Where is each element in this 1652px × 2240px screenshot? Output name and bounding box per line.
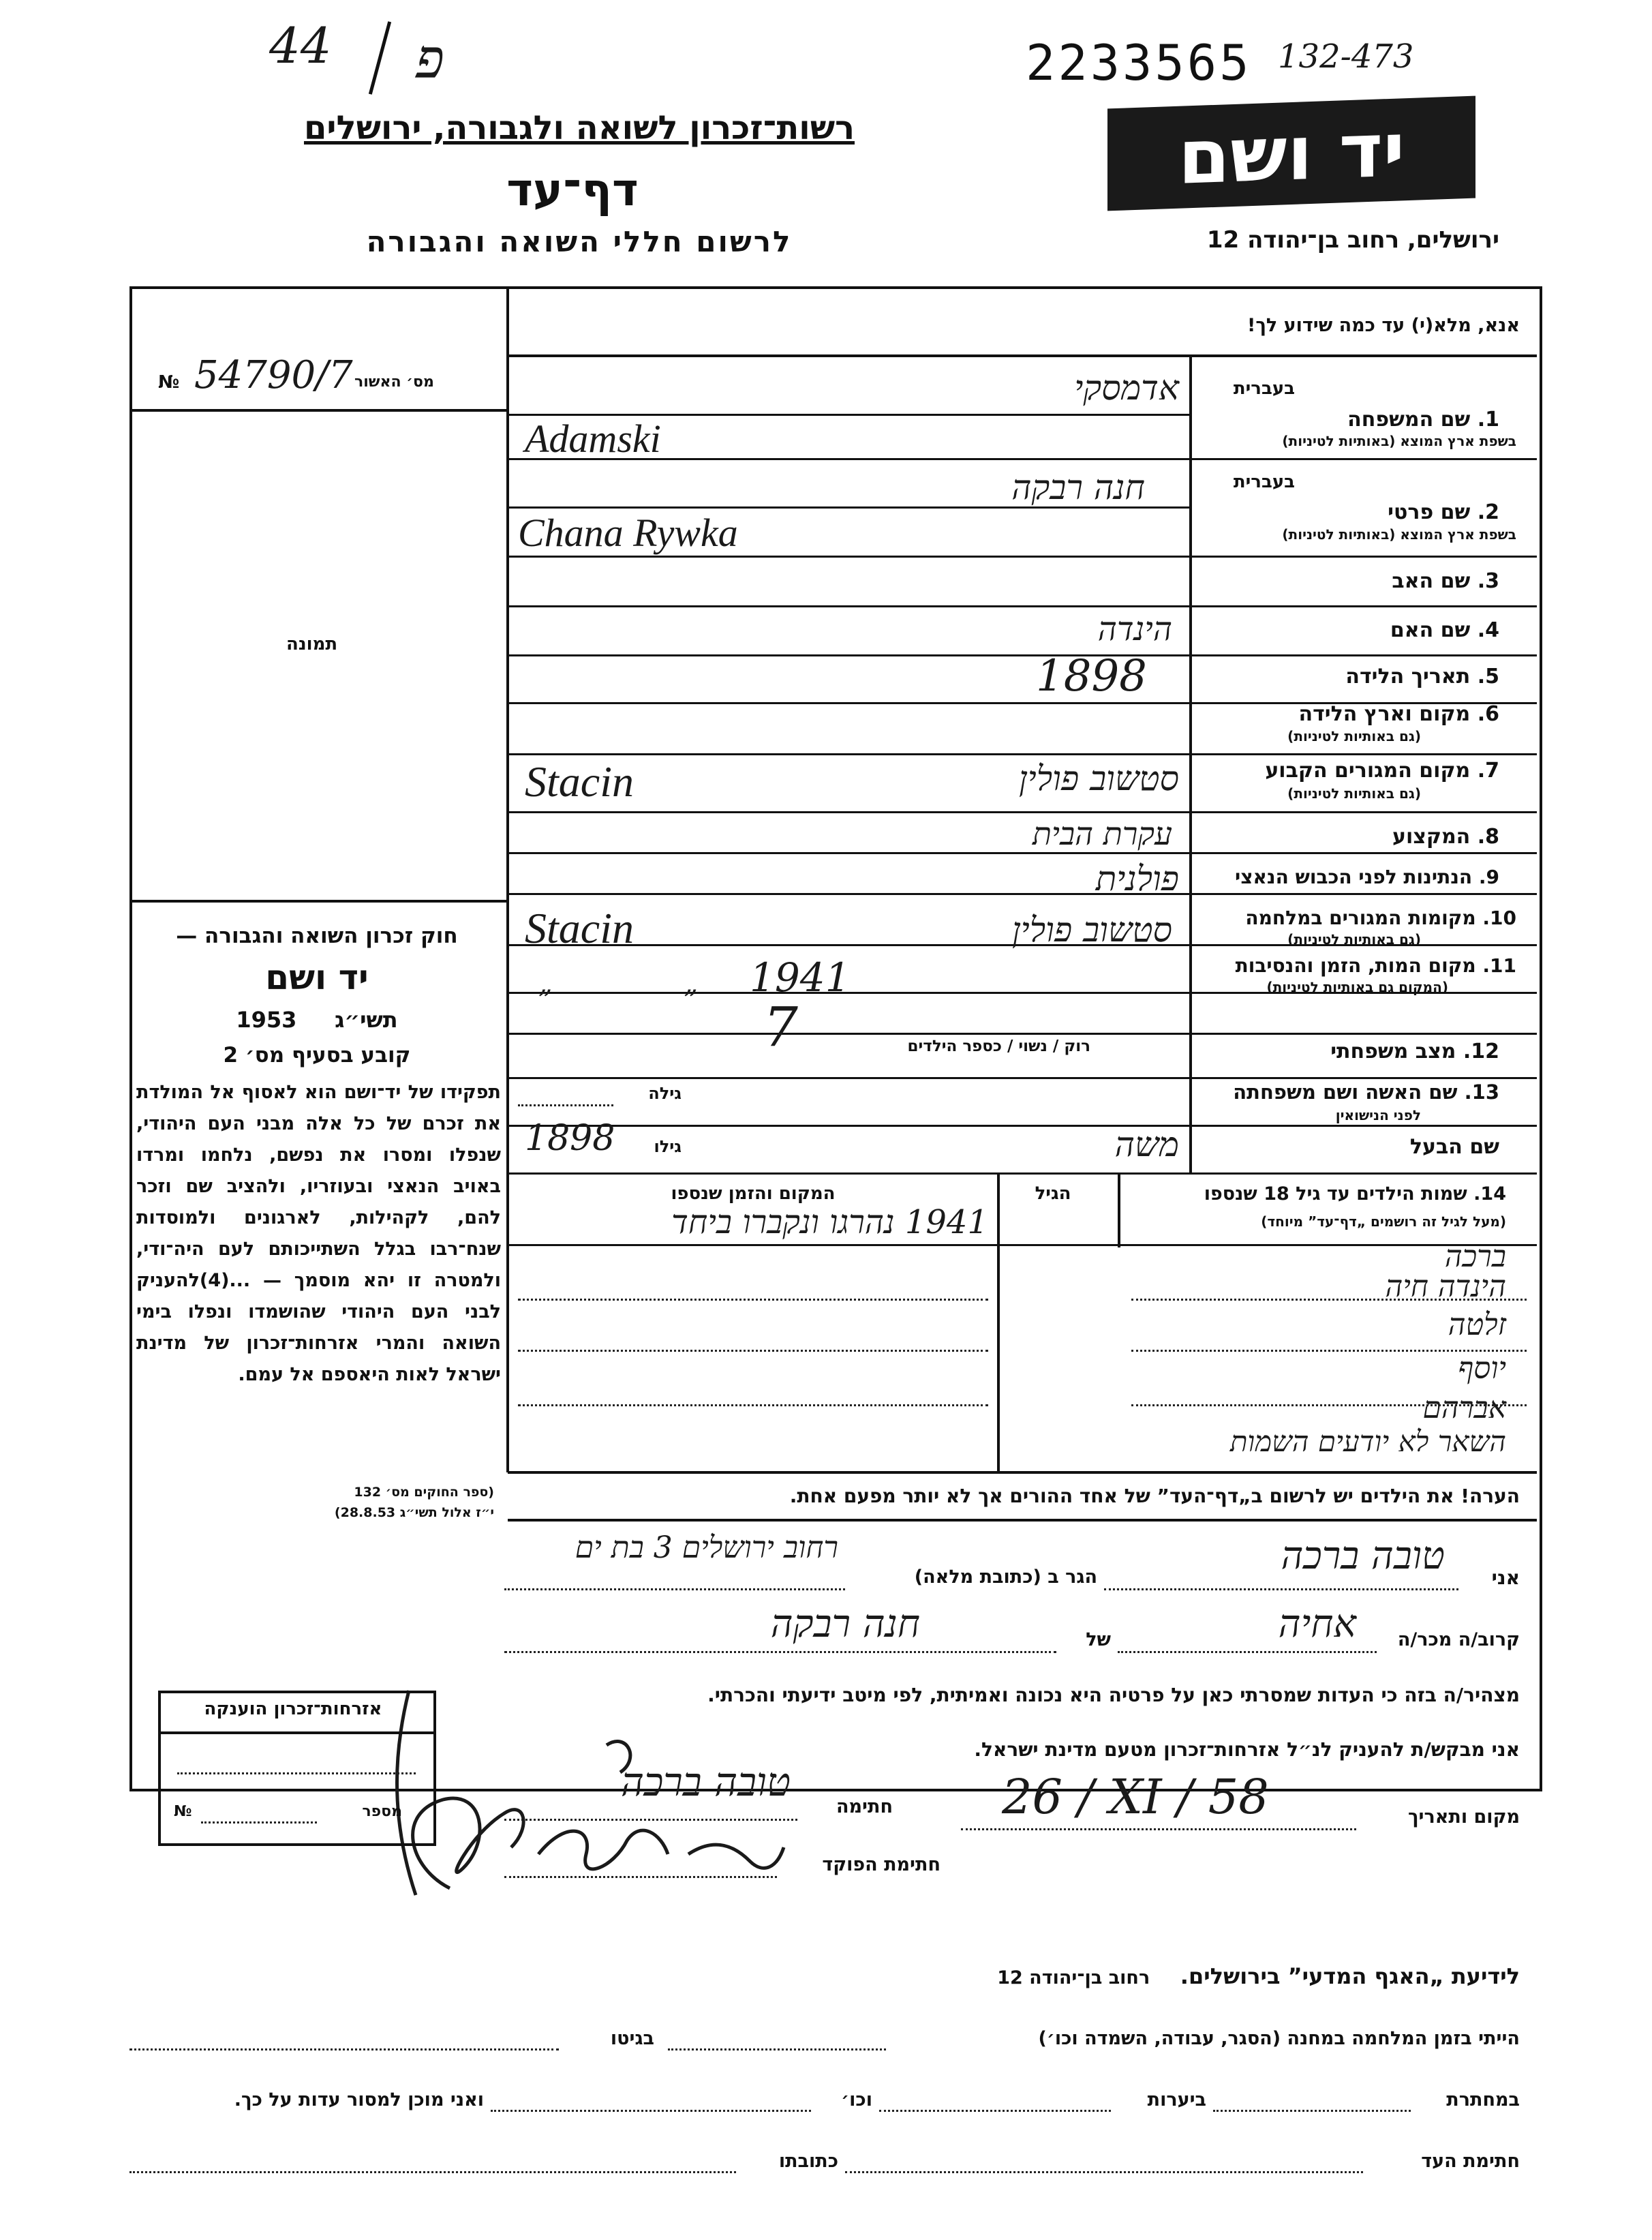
children-label xyxy=(1125,1183,1506,1205)
footer-address-label: כתובתו xyxy=(778,2151,838,2172)
citizenship-number-label: מספר xyxy=(362,1803,402,1820)
field-sub-death: (המקום גם באותיות לטיניות) xyxy=(1266,979,1448,995)
children-col-divider xyxy=(997,1172,1000,1472)
footer-forests: ביערות xyxy=(1147,2089,1206,2110)
row-rule xyxy=(508,654,1537,656)
field-label-birth-date xyxy=(1199,665,1499,688)
field-value-surname-lat[interactable]: Adamski xyxy=(525,417,661,461)
field-sub-wartime-residence: (גם באותיות לטיניות) xyxy=(1287,931,1421,948)
footer-ghetto: בגיטו xyxy=(610,2028,654,2049)
field-sub-birth-place: (גם באותיות לטיניות) xyxy=(1287,728,1421,744)
field-number: 3. xyxy=(1477,569,1499,593)
field-label-surname xyxy=(1199,408,1499,432)
field-value-residence-lat[interactable]: Stacin xyxy=(525,757,634,806)
note-text: הערה! את הילדים יש לרשום ב„דף־העד” של אחד ההורים אך לא יותר מפעם אחת. xyxy=(789,1485,1520,1507)
row-rule xyxy=(508,1077,1537,1079)
field-value-first-name-lat[interactable]: Chana Rywka xyxy=(518,511,738,555)
field-label-text: שם האב xyxy=(1392,569,1471,593)
header-address: ירושלים, רחוב בן־יהודה 12 xyxy=(1206,226,1499,254)
child-name[interactable]: הינדה חיה xyxy=(1385,1269,1506,1304)
approval-rule xyxy=(131,409,507,412)
field-label-nationality xyxy=(1199,866,1499,888)
row-rule xyxy=(508,1033,1537,1035)
field-number: 9. xyxy=(1478,866,1499,888)
officer-label: חתימת הפוקד xyxy=(822,1854,940,1875)
child-name[interactable]: אברהם xyxy=(1422,1391,1506,1425)
field-number: 4. xyxy=(1477,618,1499,642)
file-note-letter xyxy=(416,27,444,91)
field-sub-surname: בשפת ארץ המוצא (באותיות לטיניות) xyxy=(1282,433,1516,449)
footer-line1: הייתי בזמן המלחמה במחנה (הסגר, עבודה, השמדה וכו׳) xyxy=(1038,2028,1520,2049)
declarant-name[interactable]: טובה ברכה xyxy=(1281,1534,1445,1578)
field-label-text: מקומות המגורים במלחמה xyxy=(1245,907,1476,929)
children-row-dots xyxy=(518,1404,988,1406)
field-label-text: מצב משפחתי xyxy=(1330,1040,1456,1063)
page-subtitle: לרשום חללי השואה והגבורה xyxy=(366,225,793,258)
citizenship-number-symbol: № xyxy=(174,1803,192,1820)
wife-age-label: גילה xyxy=(648,1084,682,1103)
of-label: של xyxy=(1086,1629,1111,1650)
row-rule xyxy=(508,605,1537,607)
field-label-wartime-residence xyxy=(1196,907,1516,929)
field-sub-first-name: בשפת ארץ המוצא (באותיות לטיניות) xyxy=(1282,526,1516,543)
field-number: 13. xyxy=(1464,1080,1499,1104)
law-year-number: 1953 xyxy=(236,1007,297,1033)
field-label-text: מקום המות, הזמן והנסיבות xyxy=(1235,954,1476,977)
field-value-death-date[interactable]: 1941 xyxy=(750,954,851,1001)
approval-label: מס׳ האשור xyxy=(354,374,434,391)
field-value-birth-date[interactable]: 1898 xyxy=(1036,651,1147,701)
hebrew-tag: בעברית xyxy=(1233,378,1295,399)
field-number: 14. xyxy=(1473,1183,1506,1205)
footer-address: רחוב בן־יהודה 12 xyxy=(997,1967,1150,1988)
field-number: 2. xyxy=(1477,500,1499,524)
field-number: 8. xyxy=(1477,825,1499,849)
child-name[interactable]: השאר לא יודעים השמות xyxy=(1229,1425,1506,1458)
field-label-text: שם האשה ושם משפחתה xyxy=(1233,1080,1458,1104)
field-value-first-name-he[interactable]: חנה רבקה xyxy=(1011,468,1145,507)
relative-value[interactable]: אחיה xyxy=(1278,1602,1356,1646)
place-date-label: מקום ותאריך xyxy=(1407,1806,1520,1828)
gazette-date: י״ז אלול תשי״ג 28.8.53) xyxy=(334,1505,494,1520)
footer-underground-dots xyxy=(1213,2110,1411,2112)
field-label-mother xyxy=(1199,618,1499,642)
row-rule xyxy=(508,1172,1537,1175)
marital-checkmark[interactable]: 7 xyxy=(763,995,798,1059)
footer-witness-dots xyxy=(845,2171,1363,2173)
field-number: 10. xyxy=(1482,907,1516,929)
hebrew-tag: בעברית xyxy=(1233,472,1295,492)
field-value-death-marks[interactable]: „ „ xyxy=(538,968,699,999)
footer-etc: וכו׳ xyxy=(841,2089,872,2110)
children-place-header: המקום והזמן שנספו xyxy=(671,1183,836,1204)
field-label-death xyxy=(1196,954,1516,977)
logo-text: יד ושם xyxy=(1178,106,1405,201)
children-row-dots xyxy=(518,1299,988,1301)
file-note-letter-text: פ xyxy=(416,27,444,91)
serial-number: 2233565 xyxy=(1026,34,1252,91)
child-name[interactable]: זלטה xyxy=(1448,1307,1506,1342)
field-marital-options: רוק / נשוי / כספר הילדים xyxy=(907,1038,1090,1055)
children-place-value[interactable]: 1941 נהרגו ונקברו ביחד xyxy=(671,1203,988,1241)
law-year-hebrew: תשי״ג xyxy=(335,1007,398,1033)
photo-box-rule xyxy=(131,900,507,903)
of-dots xyxy=(504,1651,1056,1653)
declaration-statement: מצהיר/ה בזה כי העדות שמסרתי כאן על פרטיה היא נכונה ואמיתית, לפי מיטב ידיעתי והכרתי. xyxy=(707,1684,1520,1706)
relative-label: קרוב/ה מכר/ה xyxy=(1397,1629,1520,1650)
label-column-divider xyxy=(1189,356,1192,1174)
note-rule-bottom xyxy=(508,1519,1537,1522)
field-label-residence xyxy=(1199,759,1499,783)
field-value-residence-he[interactable]: סטשוב פולין xyxy=(1018,759,1179,798)
place-date-value[interactable]: 26 / XI / 58 xyxy=(1002,1769,1269,1825)
field-value-husband[interactable]: משה xyxy=(1114,1125,1179,1164)
footer-testify: ואני מוכן למסור עדות על כך. xyxy=(234,2089,484,2110)
footer-forests-dots xyxy=(879,2110,1111,2112)
citizenship-title-rule xyxy=(159,1731,433,1734)
declarant-address[interactable]: רחוב ירושלים 3 בת ים xyxy=(575,1530,838,1565)
row-rule xyxy=(508,811,1537,813)
children-age-header: הגיל xyxy=(1035,1183,1071,1204)
row-rule xyxy=(508,852,1537,854)
row-rule xyxy=(508,458,1537,460)
field-label-text: שם פרטי xyxy=(1388,500,1471,524)
children-row-dots xyxy=(518,1350,988,1352)
note-rule-top xyxy=(508,1471,1537,1474)
field-label-text: תאריך הלידה xyxy=(1345,665,1471,688)
child-name[interactable]: יוסף xyxy=(1458,1351,1506,1386)
field-number: 5. xyxy=(1477,665,1499,688)
field-value-occupation[interactable]: עקרת הבית xyxy=(1032,815,1172,852)
field-number: 6. xyxy=(1477,702,1499,726)
field-label-text: מקום המגורים הקבוע xyxy=(1265,759,1471,783)
field-sub-wife: לפני הנישואין xyxy=(1335,1107,1421,1123)
citizenship-dots xyxy=(177,1772,416,1774)
field-label-first-name xyxy=(1199,500,1499,524)
address-dots xyxy=(504,1588,845,1590)
field-number: 1. xyxy=(1477,408,1499,432)
children-sub: (מעל לגיל זה רושמים „דף־עד” מיוחד) xyxy=(1261,1213,1506,1230)
footer-etc-dots xyxy=(491,2110,811,2112)
declaration-ani: אני xyxy=(1491,1567,1520,1589)
law-heading: חוק זכרון השואה והגבורה — xyxy=(176,924,458,948)
field-label-marital xyxy=(1199,1040,1499,1063)
law-text: תפקידו של יד־ושם הוא לאסוף אל המולדת את זכרם של כל אלה מבני העם היהודי, שנפלו ומסרו את נפשם, נלחמו ומרדו באויב הנאצי ובעוזריו, ולהציב שם וזכר להם, לקהילות, לארגונים ולמוסדות שנח־רבו בגלל השתייכותם לעם היה־ודי, ולמטרה זו יהא מוסמך — ...(4)להעניק לבני העם היהודי שהושמדו ונפלו בימי השואה והמרי אזרחות־זכרון של מדינת ישראל לאות היאספם אל עמם. xyxy=(136,1082,501,1385)
husband-age-value[interactable]: 1898 xyxy=(525,1118,615,1159)
field-sub-residence: (גם באותיות לטיניות) xyxy=(1287,785,1421,802)
footer-witness-signature: חתימת העד xyxy=(1421,2151,1520,2172)
gazette-ref: (ספר החוקים מס׳ 132 xyxy=(354,1485,494,1500)
law-brand: יד ושם xyxy=(265,958,369,997)
field-number: 11. xyxy=(1482,954,1516,977)
field-label-text: מקום וארץ הלידה xyxy=(1298,702,1471,726)
signature-value[interactable]: טובה ברכה xyxy=(620,1759,791,1805)
yad-vashem-logo xyxy=(1107,96,1475,211)
footer-heading xyxy=(736,1963,1520,1989)
photo-label: תמונה xyxy=(286,634,338,654)
wife-age-dots xyxy=(518,1104,613,1106)
field-number: 12. xyxy=(1463,1040,1499,1063)
field-label-wife xyxy=(1199,1080,1499,1104)
field-value-wartime-he[interactable]: סטשוב פולין xyxy=(1011,910,1172,950)
serial-suffix: 132-473 xyxy=(1278,37,1414,76)
left-panel-divider xyxy=(506,286,509,1472)
field-label-text: שם המשפחה xyxy=(1347,408,1471,432)
footer-heading-text: לידיעת „האגף המדעי” בירושלים. xyxy=(1180,1963,1520,1989)
footer-ghetto-dots xyxy=(129,2048,559,2050)
field-label-husband: שם הבעל xyxy=(1409,1135,1499,1159)
field-label-birth-place xyxy=(1199,702,1499,726)
approval-symbol: № xyxy=(158,372,180,393)
declarant-name-dots xyxy=(1104,1588,1458,1590)
child-name[interactable]: ברכה xyxy=(1444,1239,1506,1274)
instruction-rule xyxy=(508,354,1537,357)
approval-number: 54790/7 xyxy=(194,353,353,397)
place-date-dots xyxy=(961,1828,1356,1830)
row-rule xyxy=(508,1125,1537,1127)
field-label-father xyxy=(1199,569,1499,593)
citizenship-title: אזרחות־זכרון הוענקה xyxy=(204,1699,382,1719)
signature-label: חתימה xyxy=(836,1796,893,1817)
children-label-text: שמות הילדים עד גיל 18 שנספו xyxy=(1204,1183,1467,1205)
row-rule xyxy=(508,556,1537,558)
row-rule xyxy=(508,753,1537,755)
relative-dots xyxy=(1118,1651,1377,1653)
field-number: 7. xyxy=(1477,759,1499,783)
file-note-slash xyxy=(369,21,391,95)
law-year xyxy=(143,1007,491,1033)
field-value-nationality[interactable]: פולנית xyxy=(1095,859,1179,898)
children-col-divider xyxy=(1118,1172,1120,1247)
law-section: קובע בסעיף מס׳ 2 xyxy=(223,1043,411,1068)
form-instruction: אנא, מלא(י) עד כמה שידוע לך! xyxy=(1247,315,1520,336)
authority-line: רשות־זכרון לשואה ולגבורה, ירושלים xyxy=(303,109,855,147)
page-title: דף־עד xyxy=(506,164,639,216)
husband-age-label: גילו xyxy=(654,1137,682,1156)
footer-line1-dots xyxy=(668,2048,886,2050)
field-value-mother[interactable]: הינדה xyxy=(1097,610,1172,648)
field-value-surname-he[interactable]: אדמסקי xyxy=(1074,368,1179,408)
field-value-wartime-lat[interactable]: Stacin xyxy=(525,904,634,952)
field-label-occupation xyxy=(1199,825,1499,849)
field-label-text: המקצוע xyxy=(1392,825,1471,849)
of-value[interactable]: חנה רבקה xyxy=(770,1602,920,1646)
footer-underground: במחתרת xyxy=(1446,2089,1520,2110)
file-note-number: 44 xyxy=(269,17,332,74)
citizenship-number-dots xyxy=(201,1821,317,1823)
field-label-text: שם האם xyxy=(1390,618,1471,642)
footer-address-dots xyxy=(129,2171,736,2173)
field-label-text: הנתינות לפני הכבוש הנאצי xyxy=(1235,866,1473,888)
declaration-request: אני מבקש/ת להעניק לנ״ל אזרחות־זכרון מטעם מדינת ישראל. xyxy=(974,1738,1520,1761)
resides-label: הגר ב (כתובת מלאה) xyxy=(914,1567,1097,1588)
handwritten-file-note xyxy=(269,17,332,74)
